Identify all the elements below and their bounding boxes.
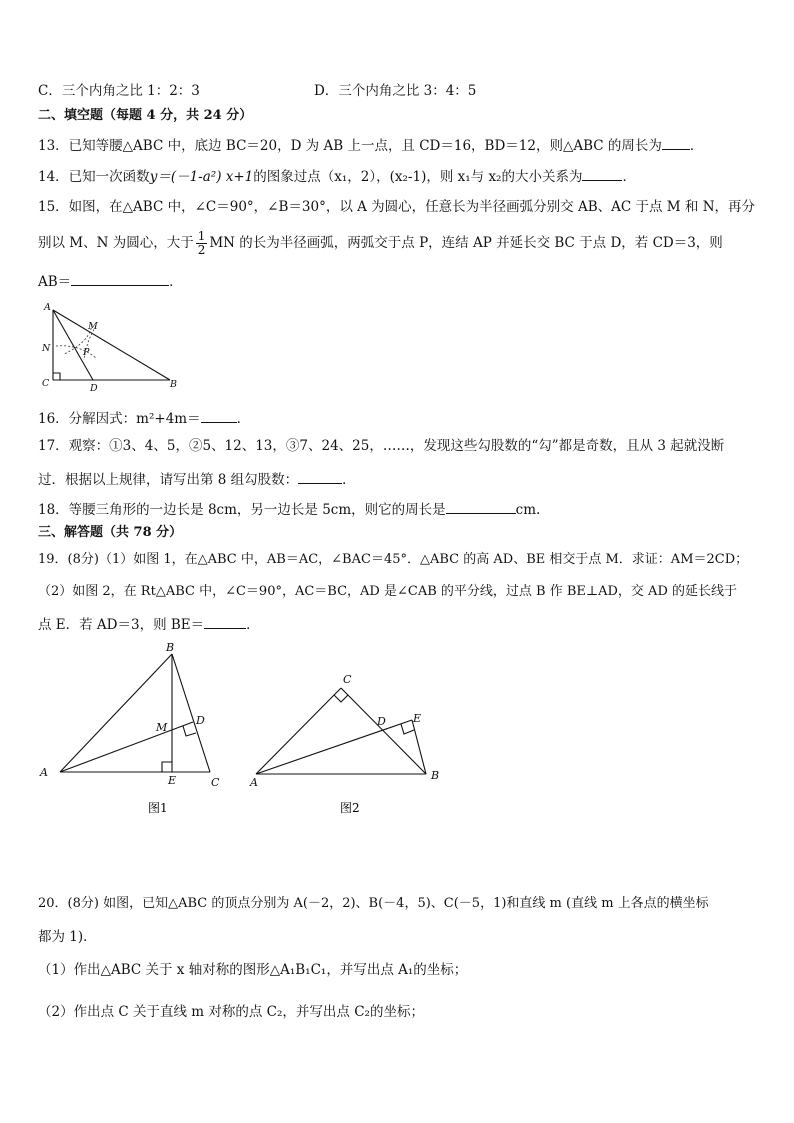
q14-text-2: 的图象过点（x₁，2），(x₂-1)，则 x₁与 x₂的大小关系为 [253,169,583,185]
q15-line-3 [38,271,183,291]
q15-line-2b: MN 的长为半径画弧，两弧交于点 P，连结 AP 并延长交 BC 于点 D，若 CD＝3，则 [209,235,723,251]
figure-2-caption: 图2 [340,801,360,815]
q13-text: 13．已知等腰△ABC 中，底边 BC＝20，D 为 AB 上一点，且 CD＝16，BD＝12，则△ABC 的周长为 [38,138,662,154]
q19-line-2: （2）如图 2，在 Rt△ABC 中，∠C＝90°，AC＝BC，AD 是∠CAB 的平分线，过点 B 作 BE⊥AD，交 AD 的延长线于 [38,584,737,599]
q18 [38,499,540,519]
q15-end: ． [169,274,183,290]
q14-function: y＝(－1-a²) x+1 [149,169,254,185]
label-d: D [377,715,386,728]
label-p: P [83,347,90,358]
q16-answer-blank[interactable] [201,408,237,423]
label-e: E [413,712,422,725]
section2-title: 二、填空题（每题 4 分，共 24 分） [38,108,253,123]
q12-option-d: D．三个内角之比 3：4：5 [314,83,477,99]
q17-answer-blank[interactable] [298,469,342,484]
q20-part-1: （1）作出△ABC 关于 x 轴对称的图形△A₁B₁C₁，并写出点 A₁的坐标； [38,962,468,978]
q15-figure [34,300,194,395]
label-a: A [250,776,258,789]
label-m: M [156,721,168,734]
q16-end: ． [236,411,251,427]
segment-cb [341,688,426,774]
q19-line-3 [38,614,260,634]
segment-ae [256,720,412,774]
q18-end: cm. [515,502,541,518]
right-angle-mark [53,373,60,380]
q20-line-2: 都为 1)． [38,929,97,945]
section3-title: 三、解答题（共 78 分） [38,525,183,540]
q13-answer-blank[interactable] [662,135,690,150]
q16 [38,408,250,428]
label-e: E [168,774,177,787]
q15-line-2 [38,228,723,258]
label-n: N [42,343,51,354]
segment-ad [60,722,193,772]
label-b: B [166,641,175,654]
label-d: D [196,714,205,727]
right-angle-mark-e [162,762,172,772]
segment-ab [60,654,172,772]
q17-line-2-text: 过．根据以上规律，请写出第 8 组勾股数： [38,472,299,488]
q15-line-2a: 别以 M、N 为圆心，大于 [38,235,194,251]
right-angle-mark-e [401,724,414,734]
right-angle-mark-c [334,695,348,702]
right-angle-mark-d [183,726,196,736]
figure-1-caption: 图1 [148,801,168,815]
q17-line-1: 17．观察：①3、4、5，②5、12、13，③7、24、25，……，发现这些勾股数的“勾”都是奇数，且从 3 起就没断 [38,438,725,454]
fraction-one-half [196,230,208,257]
label-b: B [431,769,440,782]
q16-text: 16．分解因式：m²+4m＝ [38,411,201,427]
fraction-numerator: 1 [197,229,206,243]
q15-line-1: 15．如图，在△ABC 中，∠C＝90°，∠B＝30°，以 A 为圆心，任意长为半径画弧分别交 AB、AC 于点 M 和 N，再分 [38,199,756,215]
segment-ac [256,688,341,774]
label-a: A [40,766,48,779]
q19-end: ． [246,617,260,633]
q19-line-3-text: 点 E．若 AD＝3，则 BE＝ [38,617,205,633]
label-a: A [44,302,51,313]
q19-figure-1 [36,640,236,820]
q17-line-2 [38,469,356,489]
q13-end: ． [689,138,704,154]
q20-line-1: 20．(8分) 如图，已知△ABC 的顶点分别为 A(－2，2)、B(－4，5)、C(－5，1)和直线 m (直线 m 上各点的横坐标 [38,896,709,911]
q18-text: 18．等腰三角形的一边长是 8cm，另一边长是 5cm，则它的周长是 [38,502,446,518]
label-c: C [211,776,220,789]
q13 [38,135,703,155]
fraction-denominator: 2 [197,243,206,257]
q14 [38,166,636,186]
label-d: D [90,383,98,394]
q19-figure-2 [244,670,454,820]
q14-answer-blank[interactable] [582,166,622,181]
q15-line-3-text: AB＝ [38,274,72,290]
q14-end: ． [622,169,636,185]
arc-from-n [56,346,96,358]
q18-answer-blank[interactable] [446,499,516,514]
label-m: M [88,321,98,332]
label-c: C [42,378,50,389]
q12-option-c: C．三个内角之比 1：2：3 [38,83,200,99]
q20-part-2: （2）作出点 C 关于直线 m 对称的点 C₂，并写出点 C₂的坐标； [38,1004,424,1020]
q14-text-1: 14．已知一次函数 [38,169,150,185]
q19-line-1: 19．(8分)（1）如图 1，在△ABC 中，AB＝AC，∠BAC＝45°．△ABC 的高 AD、BE 相交于点 M．求证：AM＝2CD； [38,552,749,567]
segment-be [412,720,426,774]
label-b: B [170,379,177,390]
segment-bc [172,654,210,772]
label-c: C [343,673,352,686]
segment-ab [53,310,170,380]
q17-end: ． [342,472,356,488]
q19-answer-blank[interactable] [204,614,246,629]
q15-answer-blank[interactable] [71,271,169,286]
